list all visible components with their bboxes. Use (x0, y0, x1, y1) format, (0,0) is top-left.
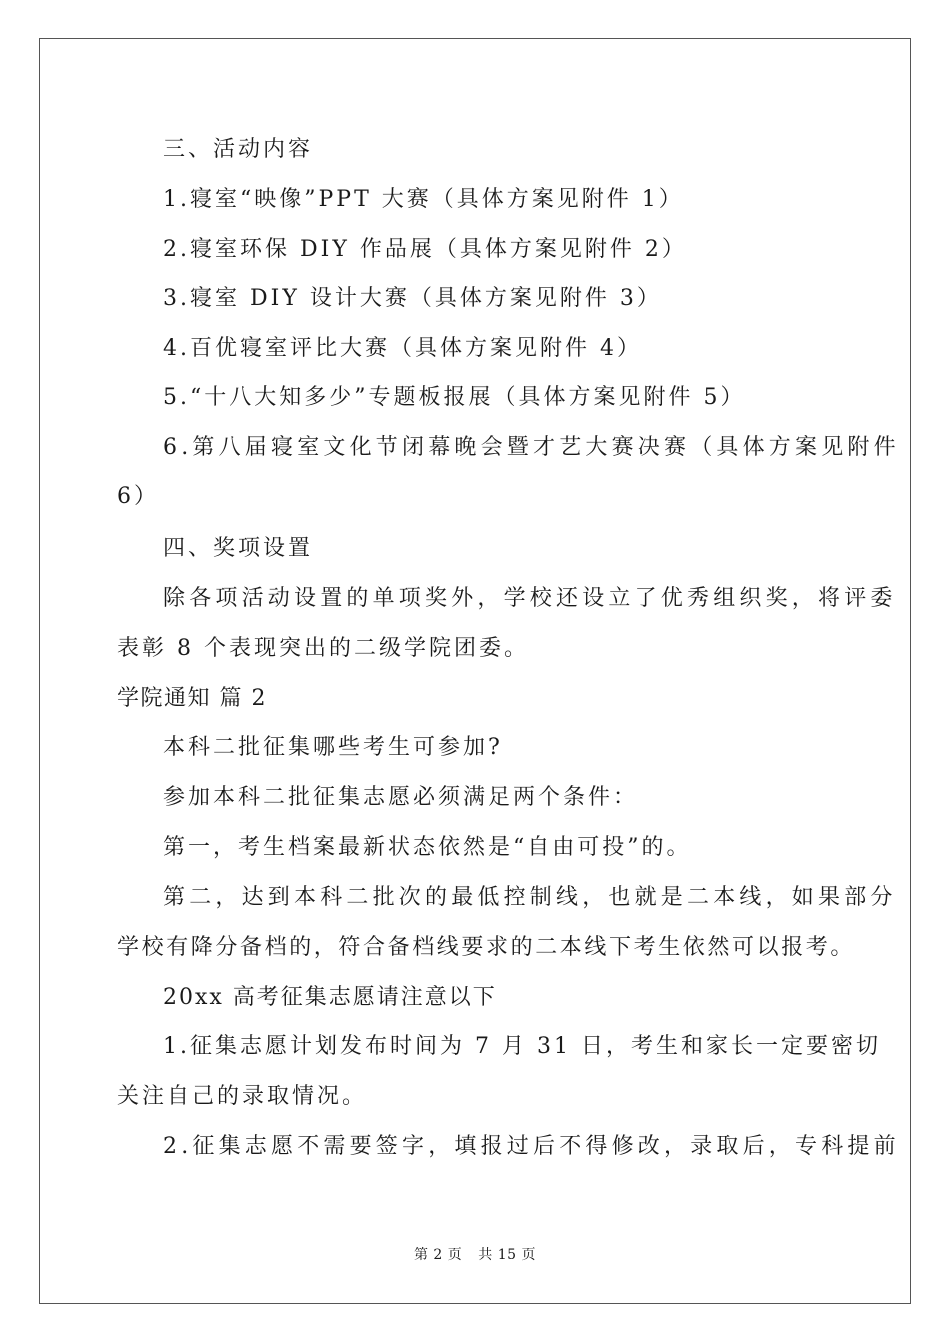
paragraph-line: 表彰 8 个表现突出的二级学院团委。 (117, 636, 529, 661)
section-heading-awards: 四、奖项设置 (163, 536, 314, 561)
paragraph-line: 第一，考生档案最新状态依然是“自由可投”的。 (163, 835, 692, 860)
section-heading-activities: 三、活动内容 (163, 137, 314, 162)
paragraph-line: 除各项活动设置的单项奖外，学校还设立了优秀组织奖，将评委 (163, 586, 897, 611)
paragraph-line: 本科二批征集哪些考生可参加? (163, 735, 503, 760)
paragraph-line: 第二，达到本科二批次的最低控制线，也就是二本线，如果部分 (163, 885, 897, 910)
list-item: 3.寝室 DIY 设计大赛（具体方案见附件 3） (163, 286, 662, 311)
list-item-continuation: 6） (117, 484, 159, 509)
list-item: 4.百优寝室评比大赛（具体方案见附件 4） (163, 336, 642, 361)
paragraph-line: 关注自己的录取情况。 (117, 1084, 368, 1109)
paragraph-line: 20xx 高考征集志愿请注意以下 (163, 985, 497, 1010)
page-footer (0, 1244, 950, 1264)
page-border (39, 38, 911, 1304)
list-item: 6.第八届寝室文化节闭幕晚会暨才艺大赛决赛（具体方案见附件 (163, 435, 900, 460)
page-total: 共 15 页 (478, 1247, 537, 1263)
paragraph-line: 学校有降分备档的，符合备档线要求的二本线下考生依然可以报考。 (117, 935, 856, 960)
page-number: 第 2 页 (413, 1247, 463, 1263)
list-item: 2.寝室环保 DIY 作品展（具体方案见附件 2） (163, 237, 687, 262)
paragraph-line: 2.征集志愿不需要签字，填报过后不得修改，录取后，专科提前 (163, 1134, 900, 1159)
paragraph-line: 1.征集志愿计划发布时间为 7 月 31 日，考生和家长一定要密切 (163, 1034, 881, 1059)
paragraph-line: 参加本科二批征集志愿必须满足两个条件： (163, 785, 639, 810)
list-item: 5.“十八大知多少”专题板报展（具体方案见附件 5） (163, 385, 746, 410)
article-title: 学院通知 篇 2 (117, 686, 267, 711)
list-item: 1.寝室“映像”PPT 大赛（具体方案见附件 1） (163, 187, 684, 212)
